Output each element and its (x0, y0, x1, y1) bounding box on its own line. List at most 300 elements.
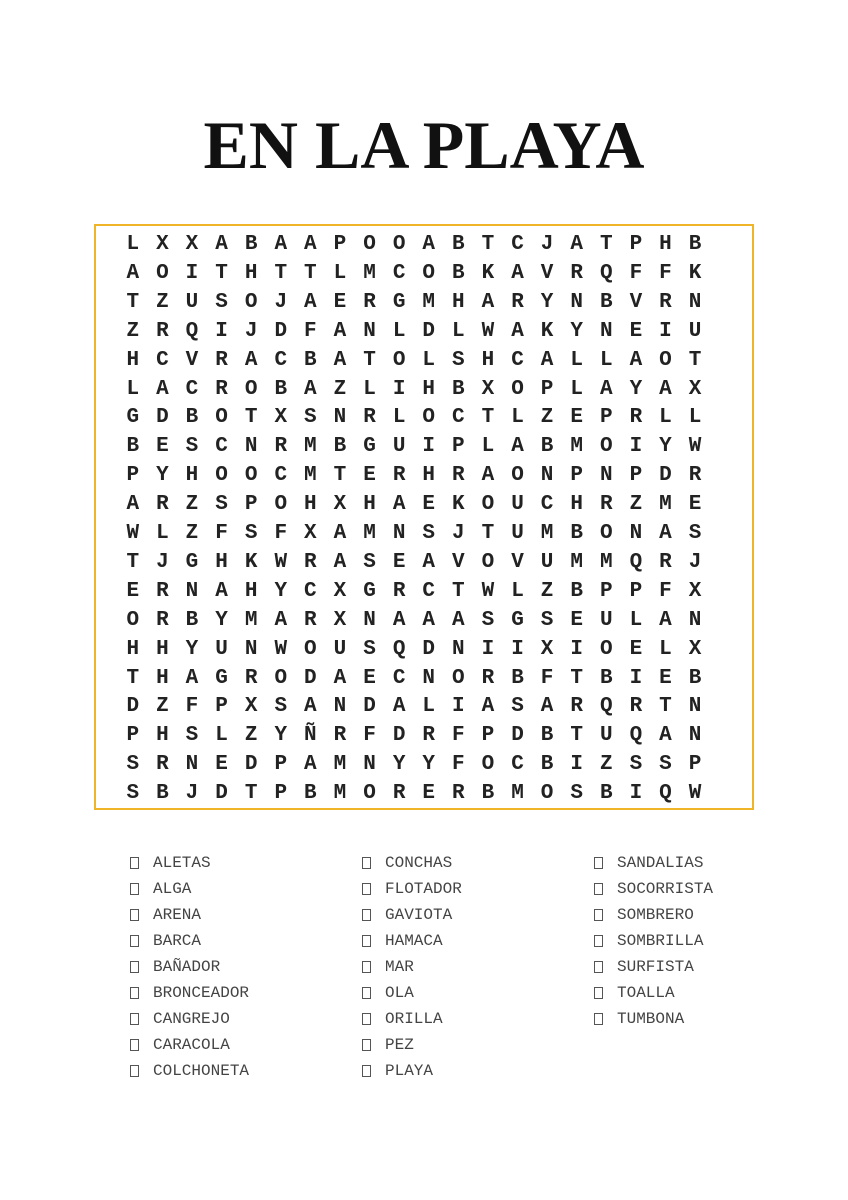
grid-letter[interactable]: X (688, 377, 702, 401)
checkbox-icon[interactable] (362, 987, 371, 999)
grid-letter[interactable]: L (659, 406, 672, 430)
checkbox-icon[interactable] (362, 1039, 371, 1051)
grid-letter[interactable]: N (629, 522, 643, 545)
grid-letter[interactable]: R (304, 608, 317, 632)
grid-letter[interactable]: C (392, 666, 406, 690)
grid-letter[interactable]: A (215, 579, 228, 603)
grid-letter[interactable]: F (629, 261, 643, 285)
grid-letter[interactable]: P (481, 724, 495, 748)
grid-letter[interactable]: D (659, 464, 672, 488)
grid-letter[interactable]: U (599, 608, 613, 632)
grid-letter[interactable]: P (333, 233, 347, 256)
grid-letter[interactable]: I (452, 695, 465, 719)
grid-letter[interactable]: D (511, 724, 524, 748)
grid-letter[interactable]: I (422, 435, 436, 459)
grid-letter[interactable]: F (363, 724, 376, 748)
grid-letter[interactable]: I (185, 261, 199, 285)
grid-letter[interactable]: R (599, 493, 613, 517)
grid-letter[interactable]: N (333, 695, 347, 719)
grid-letter[interactable]: G (126, 406, 140, 430)
grid-letter[interactable]: L (215, 724, 228, 748)
grid-letter[interactable]: S (659, 753, 672, 777)
checkbox-icon[interactable] (594, 961, 603, 973)
grid-letter[interactable]: I (511, 637, 524, 661)
grid-letter[interactable]: R (422, 724, 436, 748)
grid-letter[interactable]: O (452, 666, 465, 690)
checkbox-icon[interactable] (130, 987, 139, 999)
grid-letter[interactable]: O (126, 608, 140, 632)
grid-letter[interactable]: Y (659, 435, 672, 459)
grid-letter[interactable]: K (481, 261, 495, 285)
grid-letter[interactable]: Z (185, 493, 199, 517)
grid-letter[interactable]: O (215, 464, 228, 488)
grid-letter[interactable]: R (629, 695, 643, 719)
grid-letter[interactable]: B (126, 435, 140, 459)
grid-letter[interactable]: M (659, 493, 672, 517)
grid-letter[interactable]: L (688, 406, 702, 430)
grid-letter[interactable]: A (481, 695, 495, 719)
grid-letter[interactable]: L (511, 406, 524, 430)
grid-letter[interactable]: S (185, 435, 199, 459)
grid-letter[interactable]: A (511, 435, 524, 459)
grid-letter[interactable]: Q (392, 637, 406, 661)
grid-letter[interactable]: O (511, 464, 524, 488)
grid-letter[interactable]: S (570, 782, 583, 806)
grid-letter[interactable]: V (452, 550, 465, 574)
grid-letter[interactable]: A (333, 348, 347, 372)
grid-letter[interactable]: E (570, 608, 583, 632)
grid-letter[interactable]: O (599, 637, 613, 661)
grid-letter[interactable]: Z (156, 290, 169, 314)
grid-letter[interactable]: G (511, 608, 524, 632)
grid-letter[interactable]: I (570, 753, 583, 777)
grid-letter[interactable]: E (688, 493, 702, 517)
grid-letter[interactable]: R (304, 550, 317, 574)
grid-letter[interactable]: C (392, 261, 406, 285)
grid-letter[interactable]: V (629, 290, 643, 314)
grid-letter[interactable]: D (156, 406, 169, 430)
grid-letter[interactable]: A (481, 464, 495, 488)
grid-letter[interactable]: G (363, 579, 376, 603)
grid-letter[interactable]: S (185, 724, 199, 748)
grid-letter[interactable]: T (304, 261, 317, 285)
grid-letter[interactable]: R (452, 782, 465, 806)
grid-letter[interactable]: G (185, 550, 199, 574)
grid-letter[interactable]: R (452, 464, 465, 488)
grid-letter[interactable]: A (304, 695, 317, 719)
grid-letter[interactable]: A (392, 608, 406, 632)
grid-letter[interactable]: N (363, 608, 376, 632)
grid-letter[interactable]: E (629, 319, 643, 343)
grid-letter[interactable]: A (452, 608, 465, 632)
grid-letter[interactable]: D (126, 695, 140, 719)
grid-letter[interactable]: K (688, 261, 702, 285)
grid-letter[interactable]: A (392, 493, 406, 517)
grid-letter[interactable]: S (363, 550, 376, 574)
grid-letter[interactable]: B (304, 782, 317, 806)
grid-letter[interactable]: L (452, 319, 465, 343)
grid-letter[interactable]: R (156, 319, 169, 343)
grid-letter[interactable]: A (215, 233, 228, 256)
grid-letter[interactable]: S (540, 608, 554, 632)
grid-letter[interactable]: S (511, 695, 524, 719)
grid-letter[interactable]: T (126, 666, 140, 690)
grid-letter[interactable]: L (126, 233, 140, 256)
grid-letter[interactable]: C (511, 233, 524, 256)
grid-letter[interactable]: M (304, 435, 317, 459)
grid-letter[interactable]: P (570, 464, 583, 488)
grid-letter[interactable]: O (599, 522, 613, 545)
grid-letter[interactable]: N (363, 319, 376, 343)
grid-letter[interactable]: Ñ (304, 724, 317, 748)
grid-letter[interactable]: Z (629, 493, 643, 517)
grid-letter[interactable]: A (304, 290, 317, 314)
grid-letter[interactable]: L (599, 348, 613, 372)
grid-letter[interactable]: R (659, 550, 672, 574)
grid-letter[interactable]: U (392, 435, 406, 459)
grid-letter[interactable]: C (452, 406, 465, 430)
grid-letter[interactable]: M (599, 550, 613, 574)
grid-letter[interactable]: B (185, 608, 199, 632)
grid-letter[interactable]: A (274, 608, 288, 632)
grid-letter[interactable]: A (304, 233, 317, 256)
grid-letter[interactable]: E (363, 464, 376, 488)
grid-letter[interactable]: A (185, 666, 199, 690)
grid-letter[interactable]: M (511, 782, 524, 806)
checkbox-icon[interactable] (130, 1039, 139, 1051)
grid-letter[interactable]: T (452, 579, 465, 603)
grid-letter[interactable]: S (481, 608, 495, 632)
grid-letter[interactable]: X (185, 233, 199, 256)
grid-letter[interactable]: L (570, 377, 583, 401)
grid-letter[interactable]: A (422, 233, 436, 256)
grid-letter[interactable]: Z (156, 695, 169, 719)
grid-letter[interactable]: P (126, 464, 140, 488)
grid-letter[interactable]: O (599, 435, 613, 459)
grid-letter[interactable]: H (570, 493, 583, 517)
grid-letter[interactable]: O (511, 377, 524, 401)
grid-letter[interactable]: I (659, 319, 672, 343)
grid-letter[interactable]: H (156, 724, 169, 748)
grid-letter[interactable]: X (274, 406, 288, 430)
grid-letter[interactable]: Y (629, 377, 643, 401)
grid-letter[interactable]: M (570, 435, 583, 459)
grid-letter[interactable]: P (126, 724, 140, 748)
grid-letter[interactable]: R (333, 724, 347, 748)
grid-letter[interactable]: C (511, 753, 524, 777)
grid-letter[interactable]: B (570, 522, 583, 545)
grid-letter[interactable]: A (126, 261, 140, 285)
grid-letter[interactable]: Y (540, 290, 554, 314)
grid-letter[interactable]: B (688, 666, 702, 690)
grid-letter[interactable]: N (333, 406, 347, 430)
checkbox-icon[interactable] (362, 909, 371, 921)
grid-letter[interactable]: A (540, 695, 554, 719)
grid-letter[interactable]: L (392, 406, 406, 430)
grid-letter[interactable]: L (422, 348, 436, 372)
grid-letter[interactable]: S (126, 753, 140, 777)
grid-letter[interactable]: P (215, 695, 228, 719)
grid-letter[interactable]: O (215, 406, 228, 430)
grid-letter[interactable]: B (333, 435, 347, 459)
grid-letter[interactable]: S (688, 522, 702, 545)
grid-letter[interactable]: B (244, 233, 258, 256)
grid-letter[interactable]: T (570, 724, 583, 748)
grid-letter[interactable]: C (274, 464, 288, 488)
grid-letter[interactable]: P (688, 753, 702, 777)
grid-letter[interactable]: B (540, 435, 554, 459)
grid-letter[interactable]: T (244, 782, 258, 806)
grid-letter[interactable]: A (422, 608, 436, 632)
grid-letter[interactable]: D (422, 319, 436, 343)
grid-letter[interactable]: Z (333, 377, 347, 401)
grid-letter[interactable]: B (540, 753, 554, 777)
grid-letter[interactable]: N (570, 290, 583, 314)
grid-letter[interactable]: L (333, 261, 347, 285)
grid-letter[interactable]: H (244, 261, 258, 285)
grid-letter[interactable]: I (392, 377, 406, 401)
grid-letter[interactable]: U (333, 637, 347, 661)
grid-letter[interactable]: D (274, 319, 288, 343)
grid-letter[interactable]: C (304, 579, 317, 603)
grid-letter[interactable]: T (244, 406, 258, 430)
checkbox-icon[interactable] (594, 1013, 603, 1025)
checkbox-icon[interactable] (130, 935, 139, 947)
grid-letter[interactable]: N (688, 724, 702, 748)
grid-letter[interactable]: H (422, 377, 436, 401)
grid-letter[interactable]: D (215, 782, 228, 806)
grid-letter[interactable]: X (333, 493, 347, 517)
grid-letter[interactable]: J (244, 319, 258, 343)
grid-letter[interactable]: O (481, 493, 495, 517)
grid-letter[interactable]: A (659, 377, 672, 401)
grid-letter[interactable]: H (659, 233, 672, 256)
grid-letter[interactable]: C (511, 348, 524, 372)
grid-letter[interactable]: P (629, 464, 643, 488)
grid-letter[interactable]: I (215, 319, 228, 343)
grid-letter[interactable]: B (274, 377, 288, 401)
grid-letter[interactable]: O (392, 233, 406, 256)
checkbox-icon[interactable] (362, 883, 371, 895)
grid-letter[interactable]: W (688, 435, 702, 459)
grid-letter[interactable]: F (215, 522, 228, 545)
grid-letter[interactable]: T (274, 261, 288, 285)
grid-letter[interactable]: X (156, 233, 169, 256)
grid-letter[interactable]: S (215, 493, 228, 517)
grid-letter[interactable]: U (185, 290, 199, 314)
grid-letter[interactable]: K (244, 550, 258, 574)
grid-letter[interactable]: O (244, 290, 258, 314)
grid-letter[interactable]: B (511, 666, 524, 690)
grid-letter[interactable]: X (304, 522, 317, 545)
grid-letter[interactable]: D (304, 666, 317, 690)
grid-letter[interactable]: O (422, 261, 436, 285)
grid-letter[interactable]: O (304, 637, 317, 661)
checkbox-icon[interactable] (130, 883, 139, 895)
grid-letter[interactable]: B (599, 782, 613, 806)
checkbox-icon[interactable] (130, 961, 139, 973)
grid-letter[interactable]: F (452, 753, 465, 777)
grid-letter[interactable]: F (452, 724, 465, 748)
grid-letter[interactable]: L (481, 435, 495, 459)
grid-letter[interactable]: R (156, 579, 169, 603)
grid-letter[interactable]: C (156, 348, 169, 372)
grid-letter[interactable]: X (481, 377, 495, 401)
grid-letter[interactable]: M (363, 522, 376, 545)
grid-letter[interactable]: R (511, 290, 524, 314)
grid-letter[interactable]: I (481, 637, 495, 661)
grid-letter[interactable]: W (481, 579, 495, 603)
grid-letter[interactable]: N (422, 666, 436, 690)
grid-letter[interactable]: A (629, 348, 643, 372)
grid-letter[interactable]: M (333, 753, 347, 777)
grid-letter[interactable]: C (422, 579, 436, 603)
grid-letter[interactable]: R (629, 406, 643, 430)
grid-letter[interactable]: S (244, 522, 258, 545)
grid-letter[interactable]: Y (392, 753, 406, 777)
grid-letter[interactable]: O (659, 348, 672, 372)
grid-letter[interactable]: N (363, 753, 376, 777)
grid-letter[interactable]: O (422, 406, 436, 430)
grid-letter[interactable]: M (304, 464, 317, 488)
grid-letter[interactable]: V (185, 348, 199, 372)
grid-letter[interactable]: X (333, 579, 347, 603)
grid-letter[interactable]: Q (629, 550, 643, 574)
grid-letter[interactable]: I (629, 782, 643, 806)
grid-letter[interactable]: T (333, 464, 347, 488)
grid-letter[interactable]: C (215, 435, 228, 459)
grid-letter[interactable]: N (688, 608, 702, 632)
grid-letter[interactable]: T (570, 666, 583, 690)
grid-letter[interactable]: N (244, 435, 258, 459)
grid-letter[interactable]: P (599, 406, 613, 430)
grid-letter[interactable]: Q (599, 695, 613, 719)
grid-letter[interactable]: R (215, 377, 228, 401)
grid-letter[interactable]: P (540, 377, 554, 401)
grid-letter[interactable]: P (244, 493, 258, 517)
grid-letter[interactable]: H (452, 290, 465, 314)
grid-letter[interactable]: O (156, 261, 169, 285)
grid-letter[interactable]: O (363, 233, 376, 256)
grid-letter[interactable]: A (274, 233, 288, 256)
grid-letter[interactable]: O (363, 782, 376, 806)
grid-letter[interactable]: B (452, 233, 465, 256)
grid-letter[interactable]: K (452, 493, 465, 517)
grid-letter[interactable]: Y (215, 608, 228, 632)
grid-letter[interactable]: A (304, 753, 317, 777)
grid-letter[interactable]: M (333, 782, 347, 806)
grid-letter[interactable]: G (392, 290, 406, 314)
grid-letter[interactable]: H (481, 348, 495, 372)
grid-letter[interactable]: R (363, 290, 376, 314)
grid-letter[interactable]: H (185, 464, 199, 488)
grid-letter[interactable]: A (659, 522, 672, 545)
grid-letter[interactable]: F (659, 261, 672, 285)
grid-letter[interactable]: F (659, 579, 672, 603)
grid-letter[interactable]: U (511, 493, 524, 517)
grid-letter[interactable]: B (156, 782, 169, 806)
grid-letter[interactable]: C (540, 493, 554, 517)
checkbox-icon[interactable] (362, 1065, 371, 1077)
grid-letter[interactable]: Q (659, 782, 672, 806)
grid-letter[interactable]: E (156, 435, 169, 459)
grid-letter[interactable]: R (274, 435, 288, 459)
grid-letter[interactable]: T (688, 348, 702, 372)
grid-letter[interactable]: J (688, 550, 702, 574)
grid-letter[interactable]: N (599, 464, 613, 488)
grid-letter[interactable]: G (363, 435, 376, 459)
grid-letter[interactable]: S (304, 406, 317, 430)
grid-letter[interactable]: N (185, 579, 199, 603)
grid-letter[interactable]: E (392, 550, 406, 574)
grid-letter[interactable]: O (244, 464, 258, 488)
grid-letter[interactable]: I (629, 435, 643, 459)
grid-letter[interactable]: J (540, 233, 554, 256)
grid-letter[interactable]: A (304, 377, 317, 401)
grid-letter[interactable]: A (333, 666, 347, 690)
checkbox-icon[interactable] (130, 1065, 139, 1077)
grid-letter[interactable]: I (570, 637, 583, 661)
grid-letter[interactable]: A (126, 493, 140, 517)
grid-letter[interactable]: L (629, 608, 643, 632)
grid-letter[interactable]: W (274, 637, 288, 661)
grid-letter[interactable]: F (540, 666, 554, 690)
grid-letter[interactable]: R (570, 261, 583, 285)
grid-letter[interactable]: X (688, 637, 702, 661)
grid-letter[interactable]: B (688, 233, 702, 256)
grid-letter[interactable]: N (688, 695, 702, 719)
grid-letter[interactable]: P (629, 579, 643, 603)
grid-letter[interactable]: O (481, 550, 495, 574)
grid-letter[interactable]: M (540, 522, 554, 545)
grid-letter[interactable]: E (333, 290, 347, 314)
grid-letter[interactable]: S (422, 522, 436, 545)
grid-letter[interactable]: J (156, 550, 169, 574)
grid-letter[interactable]: E (215, 753, 228, 777)
grid-letter[interactable]: H (422, 464, 436, 488)
grid-letter[interactable]: P (274, 753, 288, 777)
grid-letter[interactable]: B (304, 348, 317, 372)
grid-letter[interactable]: Z (185, 522, 199, 545)
grid-letter[interactable]: R (659, 290, 672, 314)
grid-letter[interactable]: L (126, 377, 140, 401)
grid-letter[interactable]: X (540, 637, 554, 661)
grid-letter[interactable]: E (570, 406, 583, 430)
grid-letter[interactable]: V (511, 550, 524, 574)
grid-letter[interactable]: N (540, 464, 554, 488)
grid-letter[interactable]: W (126, 522, 140, 545)
grid-letter[interactable]: E (363, 666, 376, 690)
grid-letter[interactable]: H (126, 637, 140, 661)
grid-letter[interactable]: T (599, 233, 613, 256)
grid-letter[interactable]: E (422, 493, 436, 517)
grid-letter[interactable]: U (215, 637, 228, 661)
grid-letter[interactable]: X (244, 695, 258, 719)
checkbox-icon[interactable] (594, 857, 603, 869)
grid-letter[interactable]: A (333, 550, 347, 574)
grid-letter[interactable]: E (422, 782, 436, 806)
grid-letter[interactable]: Q (629, 724, 643, 748)
grid-letter[interactable]: A (511, 261, 524, 285)
grid-letter[interactable]: A (392, 695, 406, 719)
grid-letter[interactable]: M (570, 550, 583, 574)
grid-letter[interactable]: B (570, 579, 583, 603)
grid-letter[interactable]: C (185, 377, 199, 401)
grid-letter[interactable]: T (363, 348, 376, 372)
grid-letter[interactable]: A (511, 319, 524, 343)
grid-letter[interactable]: V (540, 261, 554, 285)
grid-letter[interactable]: A (333, 319, 347, 343)
